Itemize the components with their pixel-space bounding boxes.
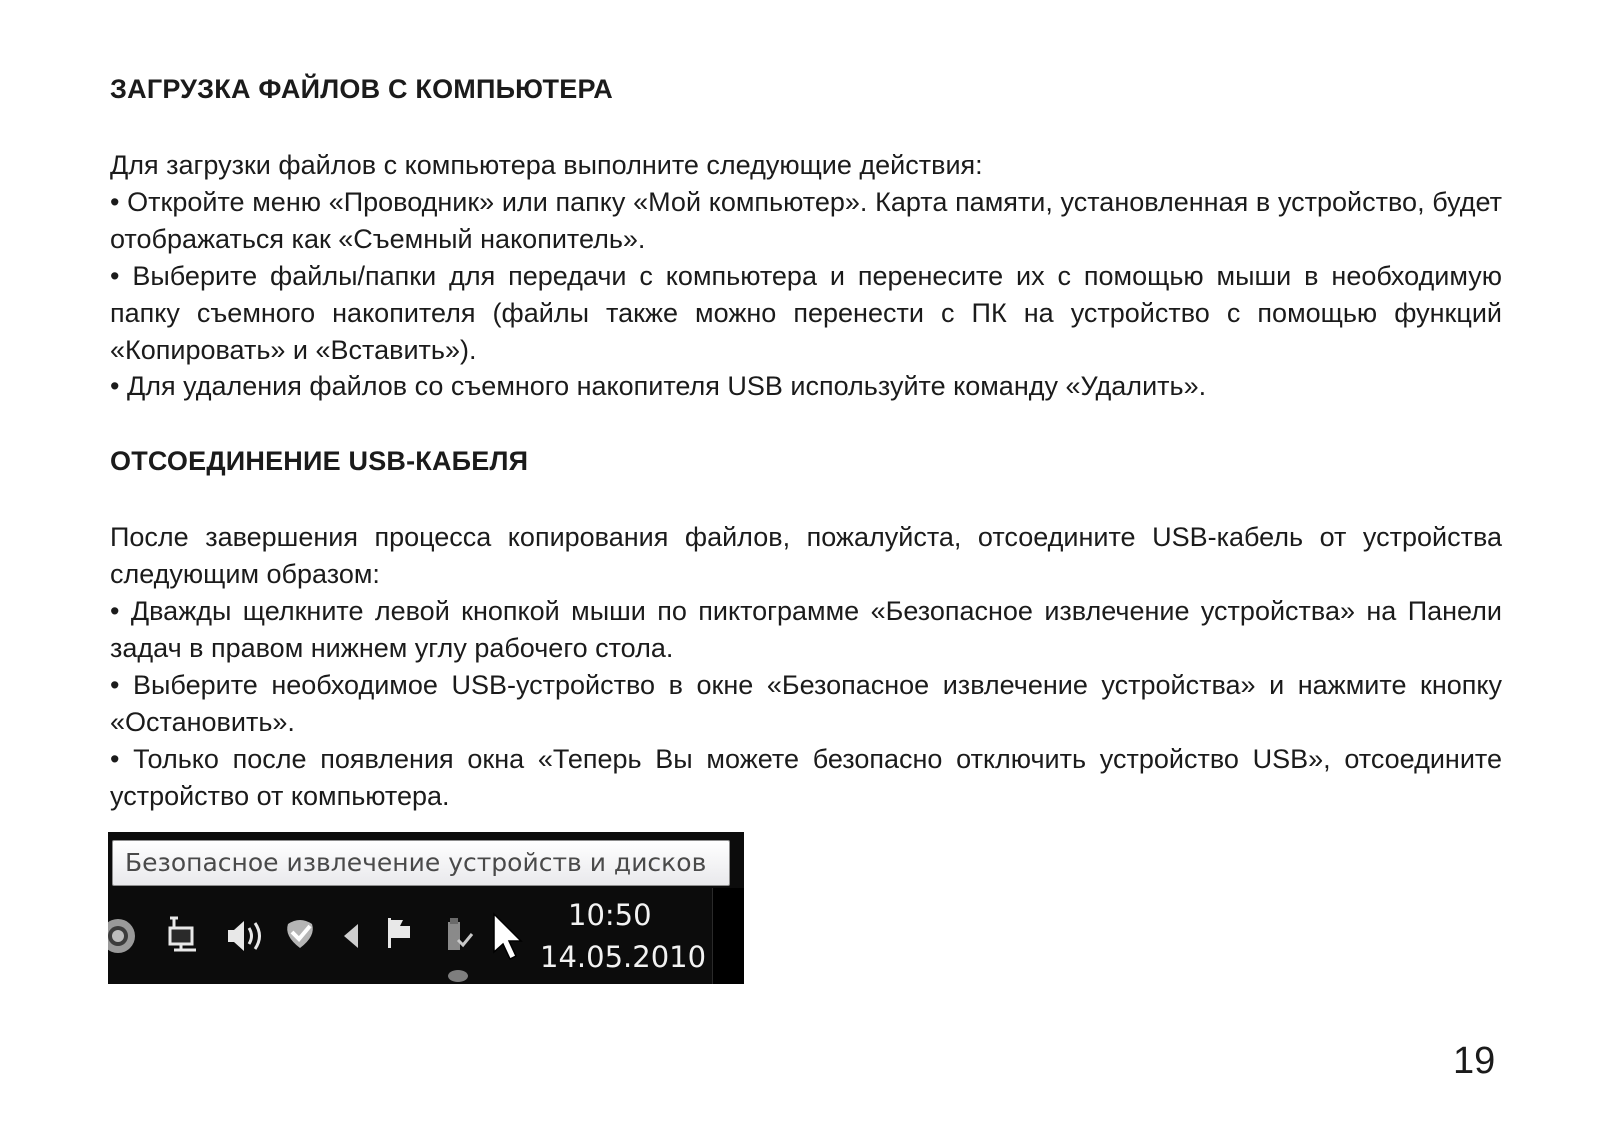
clock-time[interactable]: 10:50 xyxy=(568,898,652,932)
mouse-cursor-icon xyxy=(494,914,521,959)
section2-bullet-1: • Дважды щелкните левой кнопкой мыши по пиктограмме «Безопасное извлечение устройства» на Панели задач в правом нижнем углу рабочего стола. xyxy=(110,596,1502,663)
flag-icon[interactable] xyxy=(388,918,410,948)
section-heading-usb-disconnect: ОТСОЕДИНЕНИЕ USB-КАБЕЛЯ xyxy=(110,446,529,476)
show-desktop-edge[interactable] xyxy=(712,888,744,984)
volume-icon[interactable] xyxy=(228,921,260,951)
section1-intro: Для загрузки файлов с компьютера выполните следующие действия: xyxy=(110,150,983,180)
section-heading-file-upload: ЗАГРУЗКА ФАЙЛОВ С КОМПЬЮТЕРА xyxy=(110,74,613,104)
app-icon[interactable] xyxy=(108,919,135,953)
page-number: 19 xyxy=(1453,1040,1496,1082)
section1-bullet-2: • Выберите файлы/папки для передачи с компьютера и перенесите их с помощью мыши в необходимую папку съемного накопителя (файлы также можно перенести с ПК на устройство с помощью функций «Копировать» и «Вставить»). xyxy=(110,261,1502,365)
section2-bullet-2: • Выберите необходимое USB-устройство в окне «Безопасное извлечение устройства» и нажмите кнопку «Остановить». xyxy=(110,670,1502,737)
sound-arrow-icon[interactable] xyxy=(344,924,358,948)
security-icon[interactable] xyxy=(287,920,313,948)
taskbar-screenshot xyxy=(108,832,744,984)
usb-eject-icon[interactable] xyxy=(448,918,472,982)
section2-intro: После завершения процесса копирования файлов, пожалуйста, отсоедините USB-кабель от устройства следующим образом: xyxy=(110,522,1502,589)
network-icon[interactable] xyxy=(170,918,196,950)
clock-date[interactable]: 14.05.2010 xyxy=(540,940,707,974)
section2-bullet-3: • Только после появления окна «Теперь Вы можете безопасно отключить устройство USB», отсоедините устройство от компьютера. xyxy=(110,744,1502,811)
section1-bullet-3: • Для удаления файлов со съемного накопителя USB используйте команду «Удалить». xyxy=(110,371,1207,401)
section1-bullet-1: • Откройте меню «Проводник» или папку «Мой компьютер». Карта памяти, установленная в устройство, будет отображаться как «Съемный накопитель». xyxy=(110,187,1502,254)
safe-removal-tooltip: Безопасное извлечение устройств и дисков xyxy=(112,840,730,886)
system-tray xyxy=(108,888,744,984)
